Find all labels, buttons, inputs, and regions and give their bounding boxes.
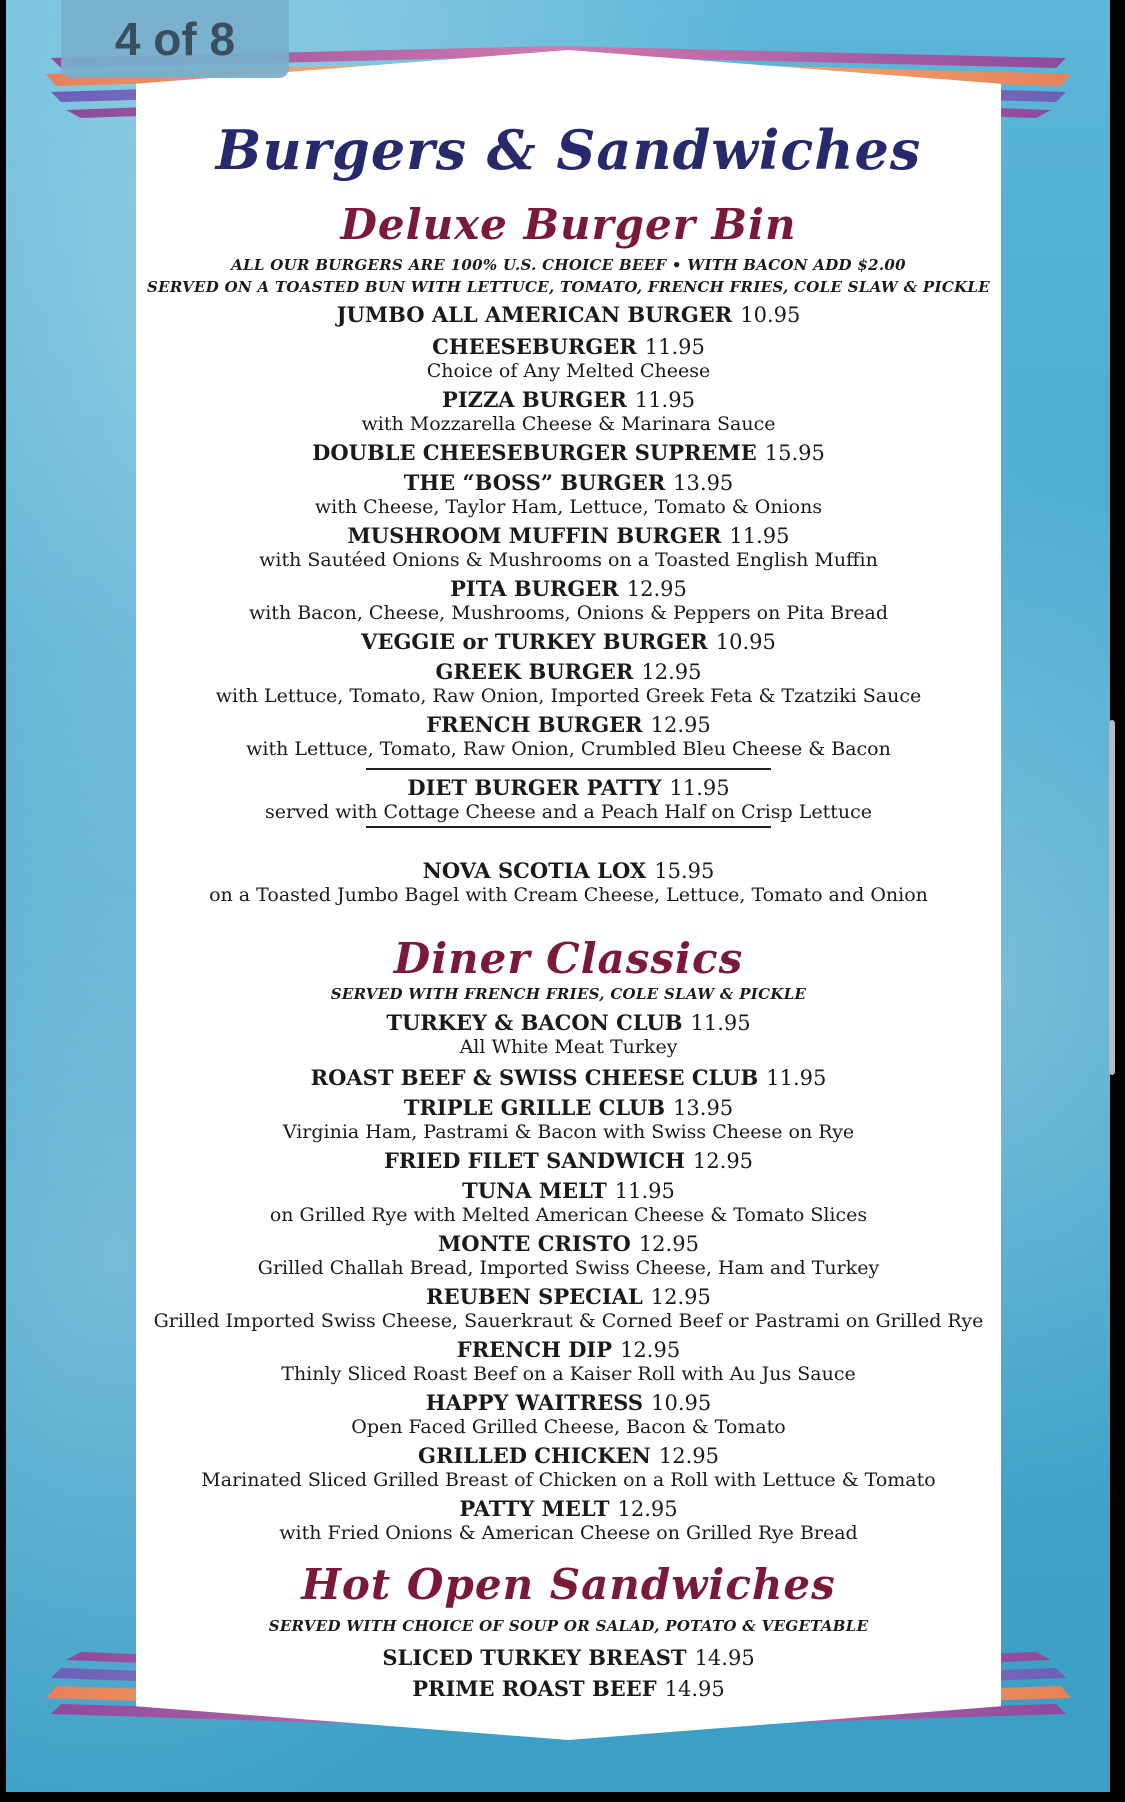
item-name: TRIPLE GRILLE CLUB xyxy=(403,1095,666,1120)
hot-open-note: SERVED WITH CHOICE OF SOUP OR SALAD, POTATO & VEGETABLE xyxy=(268,1617,869,1635)
item-description: Open Faced Grilled Cheese, Bacon & Tomato xyxy=(351,1416,786,1438)
item-description: with Mozzarella Cheese & Marinara Sauce xyxy=(361,413,776,435)
item-price: 11.95 xyxy=(614,1179,675,1203)
item-description: with Cheese, Taylor Ham, Lettuce, Tomato & Onions xyxy=(314,496,823,518)
item-description: Thinly Sliced Roast Beef on a Kaiser Roll with Au Jus Sauce xyxy=(281,1363,856,1385)
item-price: 11.95 xyxy=(644,335,705,359)
item-price: 12.95 xyxy=(638,1232,699,1256)
item-name: PIZZA BURGER xyxy=(442,387,627,412)
item-name: DOUBLE CHEESEBURGER SUPREME xyxy=(312,440,757,465)
item-price: 11.95 xyxy=(669,776,730,800)
item-price: 14.95 xyxy=(694,1646,755,1670)
item-price: 12.95 xyxy=(650,1285,711,1309)
item-name: JUMBO ALL AMERICAN BURGER xyxy=(336,302,733,327)
item-price: 15.95 xyxy=(654,859,715,883)
item-name: PITA BURGER xyxy=(450,576,619,601)
item-description: Choice of Any Melted Cheese xyxy=(426,360,711,382)
menu-item xyxy=(136,659,1001,708)
menu-page xyxy=(6,0,1110,1792)
item-name: FRENCH DIP xyxy=(456,1337,613,1362)
item-name: MUSHROOM MUFFIN BURGER xyxy=(347,523,722,548)
item-description: Virginia Ham, Pastrami & Bacon with Swiss Cheese on Rye xyxy=(282,1121,855,1143)
item-price: 10.95 xyxy=(651,1391,712,1415)
divider xyxy=(366,768,771,770)
menu-item xyxy=(136,1337,1001,1386)
item-price: 13.95 xyxy=(673,471,734,495)
item-name: SLICED TURKEY BREAST xyxy=(382,1645,687,1670)
menu-item xyxy=(136,302,1001,328)
menu-item xyxy=(136,775,1001,824)
item-description: served with Cottage Cheese and a Peach Half on Crisp Lettuce xyxy=(264,801,873,823)
item-price: 10.95 xyxy=(715,630,776,654)
item-price: 12.95 xyxy=(650,713,711,737)
item-name: MONTE CRISTO xyxy=(438,1231,631,1256)
menu-item xyxy=(136,1496,1001,1545)
menu-item xyxy=(136,1676,1001,1702)
page-counter: 4 of 8 xyxy=(61,0,289,78)
scrollbar[interactable] xyxy=(1109,720,1115,1075)
item-price: 12.95 xyxy=(641,660,702,684)
menu-item xyxy=(136,334,1001,383)
classics-note: SERVED WITH FRENCH FRIES, COLE SLAW & PICKLE xyxy=(330,985,807,1003)
item-description: Grilled Imported Swiss Cheese, Sauerkraut & Corned Beef or Pastrami on Grilled Rye xyxy=(153,1310,984,1332)
item-price: 12.95 xyxy=(626,577,687,601)
item-name: GRILLED CHICKEN xyxy=(418,1443,651,1468)
item-name: DIET BURGER PATTY xyxy=(407,775,662,800)
item-name: PRIME ROAST BEEF xyxy=(412,1676,657,1701)
item-description: with Lettuce, Tomato, Raw Onion, Crumbled Bleu Cheese & Bacon xyxy=(246,738,891,760)
section-title-classics: Diner Classics xyxy=(393,934,744,983)
menu-item xyxy=(136,1390,1001,1439)
menu-item xyxy=(136,1231,1001,1280)
menu-item xyxy=(136,1065,1001,1091)
item-description: with Sautéed Onions & Mushrooms on a Toasted English Muffin xyxy=(259,549,878,571)
item-name: GREEK BURGER xyxy=(435,659,634,684)
menu-title: Burgers & Sandwiches xyxy=(215,118,922,182)
item-name: TURKEY & BACON CLUB xyxy=(386,1010,683,1035)
menu-item xyxy=(136,387,1001,436)
item-name: FRIED FILET SANDWICH xyxy=(383,1148,685,1173)
item-name: ROAST BEEF & SWISS CHEESE CLUB xyxy=(310,1065,759,1090)
menu-item xyxy=(136,712,1001,761)
menu-item xyxy=(136,629,1001,655)
menu-item xyxy=(136,1284,1001,1333)
item-description: All White Meat Turkey xyxy=(459,1036,678,1058)
item-name: NOVA SCOTIA LOX xyxy=(422,858,647,883)
menu-item xyxy=(136,470,1001,519)
item-description: Marinated Sliced Grilled Breast of Chicken on a Roll with Lettuce & Tomato xyxy=(201,1469,936,1491)
section-title-burgers: Deluxe Burger Bin xyxy=(340,200,797,249)
item-name: CHEESEBURGER xyxy=(432,334,637,359)
item-price: 11.95 xyxy=(729,524,790,548)
item-name: FRENCH BURGER xyxy=(426,712,643,737)
item-price: 12.95 xyxy=(692,1149,754,1173)
burgers-note-1: ALL OUR BURGERS ARE 100% U.S. CHOICE BEEF • WITH BACON ADD $2.00 xyxy=(231,256,906,274)
item-description: with Bacon, Cheese, Mushrooms, Onions & Peppers on Pita Bread xyxy=(248,602,889,624)
menu-item xyxy=(136,523,1001,572)
item-price: 11.95 xyxy=(634,388,695,412)
item-price: 11.95 xyxy=(690,1011,751,1035)
item-description: on Grilled Rye with Melted American Cheese & Tomato Slices xyxy=(269,1204,868,1226)
item-price: 12.95 xyxy=(658,1444,719,1468)
menu-item xyxy=(136,1095,1001,1144)
item-price: 13.95 xyxy=(673,1096,734,1120)
divider xyxy=(366,826,771,828)
item-name: TUNA MELT xyxy=(462,1178,607,1203)
item-name: THE “BOSS” BURGER xyxy=(403,470,666,495)
item-description: with Fried Onions & American Cheese on Grilled Rye Bread xyxy=(279,1522,858,1544)
item-description: on a Toasted Jumbo Bagel with Cream Cheese, Lettuce, Tomato and Onion xyxy=(209,884,928,906)
item-name: VEGGIE or TURKEY BURGER xyxy=(361,629,708,654)
item-price: 15.95 xyxy=(764,441,825,465)
item-description: with Lettuce, Tomato, Raw Onion, Imported Greek Feta & Tzatziki Sauce xyxy=(215,685,922,707)
item-name: REUBEN SPECIAL xyxy=(426,1284,643,1309)
item-price: 12.95 xyxy=(617,1497,678,1521)
item-price: 12.95 xyxy=(620,1338,681,1362)
menu-item xyxy=(136,1178,1001,1227)
item-price: 10.95 xyxy=(740,303,801,327)
menu-item xyxy=(136,1148,1001,1174)
menu-item xyxy=(136,576,1001,625)
section-title-hot-open: Hot Open Sandwiches xyxy=(301,1560,836,1609)
menu-item xyxy=(136,1443,1001,1492)
item-name: HAPPY WAITRESS xyxy=(425,1390,644,1415)
item-price: 14.95 xyxy=(664,1677,725,1701)
item-name: PATTY MELT xyxy=(459,1496,610,1521)
menu-item xyxy=(136,1645,1001,1671)
menu-item xyxy=(136,440,1001,466)
item-price: 11.95 xyxy=(766,1066,827,1090)
menu-item xyxy=(136,858,1001,907)
burgers-note-2: SERVED ON A TOASTED BUN WITH LETTUCE, TOMATO, FRENCH FRIES, COLE SLAW & PICKLE xyxy=(147,278,990,296)
item-description: Grilled Challah Bread, Imported Swiss Cheese, Ham and Turkey xyxy=(257,1257,880,1279)
menu-item xyxy=(136,1010,1001,1059)
